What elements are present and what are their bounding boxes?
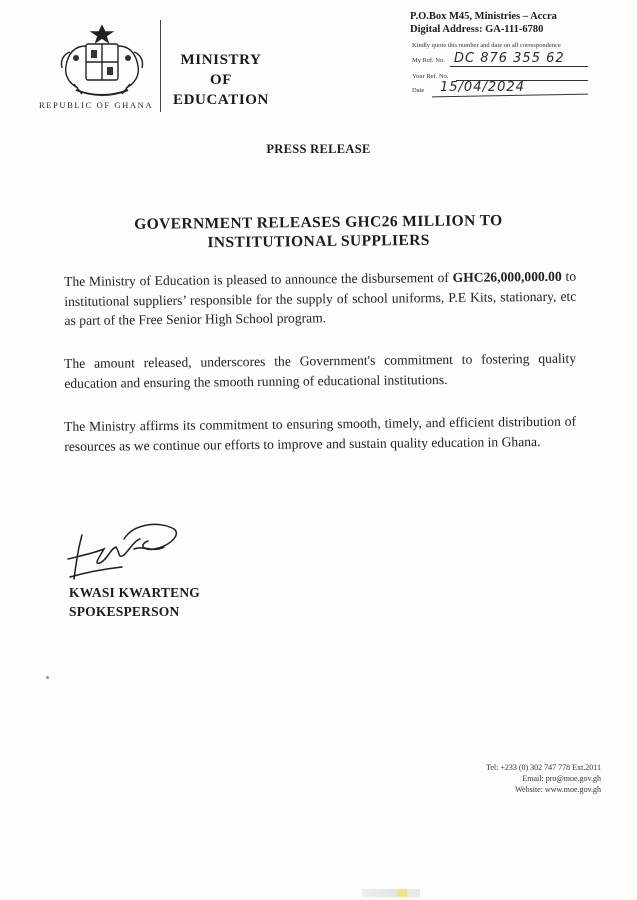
my-ref-row xyxy=(412,52,592,68)
po-box: P.O.Box M45, Ministries – Accra xyxy=(410,11,557,22)
my-ref-value: DC 876 355 62 xyxy=(454,51,565,66)
scan-edge-mark xyxy=(362,889,420,897)
headline-line-1: GOVERNMENT RELEASES GHC26 MILLION TO xyxy=(134,212,503,233)
headline xyxy=(0,210,637,255)
my-ref-label: My Ref. No. xyxy=(412,57,445,64)
handwritten-signature xyxy=(64,519,194,585)
ministry-line-3: EDUCATION xyxy=(173,92,269,108)
signatory-name: KWASI KWARTENG xyxy=(69,585,200,600)
press-release-label: PRESS RELEASE xyxy=(266,142,371,156)
footer-website: Website: www.moe.gov.gh xyxy=(515,785,601,794)
footer-tel: Tel: +233 (0) 302 747 778 Ext.2011 xyxy=(486,763,601,772)
ministry-line-1: MINISTRY xyxy=(180,52,262,68)
paragraph-2: The amount released, underscores the Government's commitment to fostering quality education and ensuring the smooth running of educational institutions. xyxy=(64,350,577,391)
republic-of-ghana-label: REPUBLIC OF GHANA xyxy=(39,100,154,110)
your-ref-label: Your Ref. No. xyxy=(412,73,449,80)
scan-speck xyxy=(46,676,49,679)
signatory xyxy=(69,583,200,621)
header-divider xyxy=(160,20,161,112)
date-row xyxy=(412,82,592,98)
digital-address: Digital Address: GA-111-6780 xyxy=(410,24,544,35)
paragraph-1 xyxy=(64,267,577,331)
headline-line-2: INSTITUTIONAL SUPPLIERS xyxy=(207,231,430,252)
disbursement-amount: GHC26,000,000.00 xyxy=(452,268,562,285)
signatory-title: SPOKESPERSON xyxy=(69,604,180,619)
paragraph-1-intro: The Ministry of Education is pleased to announce the disbursement of xyxy=(64,269,453,289)
footer-email: Email: pro@moe.gov.gh xyxy=(522,774,601,783)
ministry-title xyxy=(166,50,276,110)
paragraph-1-rest: to institutional suppliers’ responsible for the supply of school uniforms, P.E Kits, stationary, etc as part of the Free Senior High School program. xyxy=(64,268,577,328)
quote-note: Kindly quote this number and date on all correspondence xyxy=(412,42,561,49)
paragraph-3: The Ministry affirms its commitment to ensuring smooth, timely, and efficient distribution of resources as we continue our efforts to improve and sustain quality education in Ghana. xyxy=(64,413,577,454)
contact-footer xyxy=(486,762,601,795)
ministry-line-2: OF xyxy=(209,72,233,88)
ghana-coat-of-arms-icon xyxy=(56,24,148,98)
address-block xyxy=(410,10,557,36)
date-value: 15/04/2024 xyxy=(440,80,525,95)
date-label: Date xyxy=(412,87,425,94)
